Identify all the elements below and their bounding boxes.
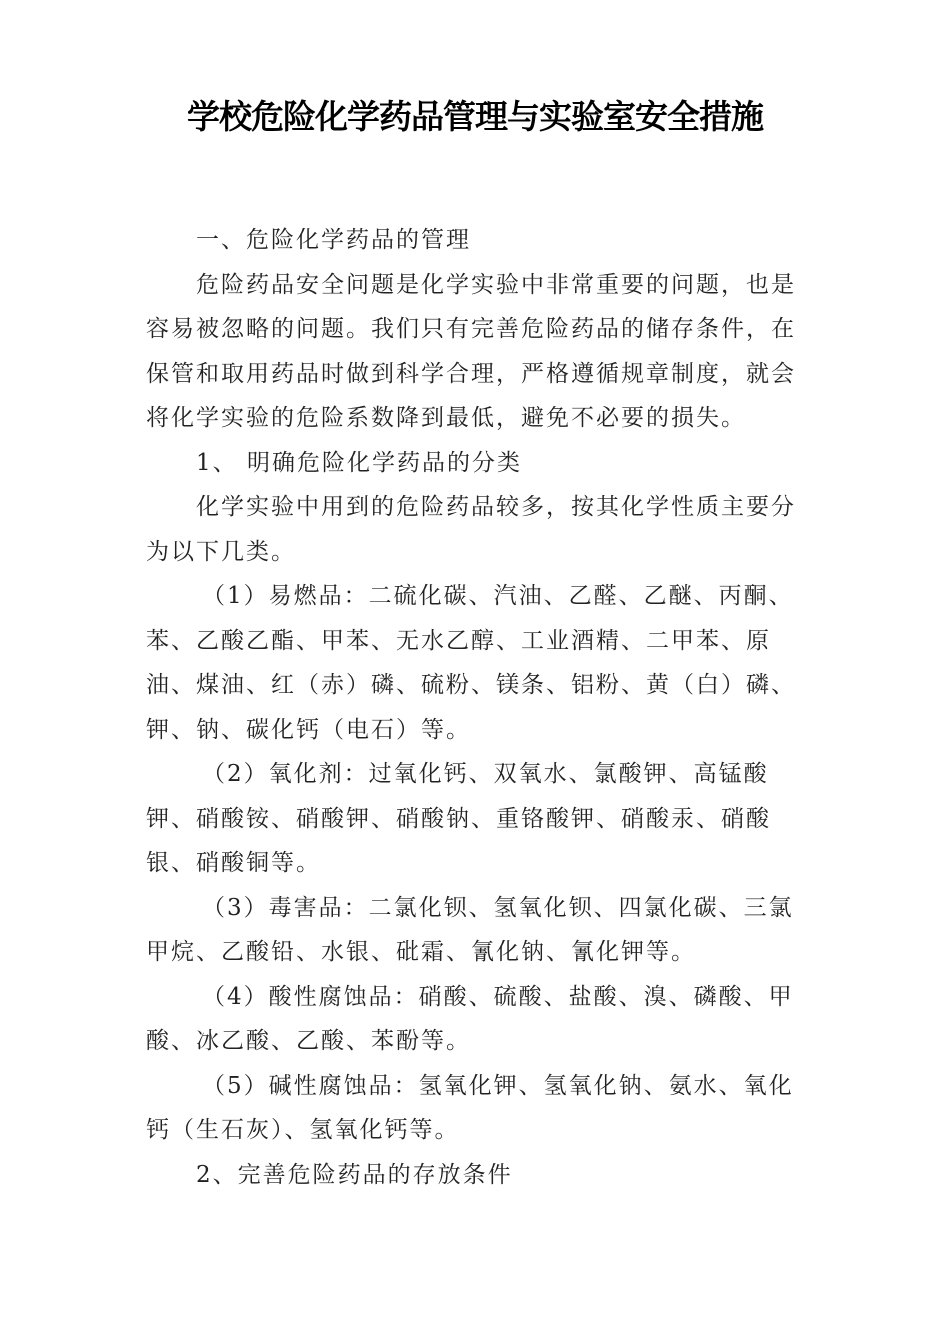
document-body (146, 218, 814, 1197)
paragraph-classification: 化学实验中用到的危险药品较多，按其化学性质主要分为以下几类。 (146, 494, 796, 565)
list-item-flammables: （1）易燃品：二硫化碳、汽油、乙醛、乙醚、丙酮、苯、乙酸乙酯、甲苯、无水乙醇、工业酒精、二甲苯、原油、煤油、红（赤）磷、硫粉、镁条、铝粉、黄（白）磷、钾、钠、碳化钙（电石）等。 (146, 583, 796, 743)
list-item-toxics: （3）毒害品：二氯化钡、氢氧化钡、四氯化碳、三氯甲烷、乙酸铅、水银、砒霜、氰化钠、氰化钾等。 (146, 894, 794, 965)
paragraph-intro: 危险药品安全问题是化学实验中非常重要的问题，也是容易被忽略的问题。我们只有完善危险药品的储存条件，在保管和取用药品时做到科学合理，严格遵循规章制度，就会将化学实验的危险系数降到最低，避免不必要的损失。 (146, 271, 796, 431)
subsection-heading-2: 2、完善危险药品的存放条件 (196, 1161, 513, 1188)
list-item-oxidizers: （2）氧化剂：过氧化钙、双氧水、氯酸钾、高锰酸钾、硝酸铵、硝酸钾、硝酸钠、重铬酸钾、硝酸汞、硝酸银、硝酸铜等。 (146, 761, 771, 876)
document-title: 学校危险化学药品管理与实验室安全措施 (187, 97, 763, 136)
section-heading-1: 一、危险化学药品的管理 (196, 227, 471, 253)
subsection-heading-1: 1、 明确危险化学药品的分类 (196, 449, 522, 476)
list-item-alkali-corrosives: （5）碱性腐蚀品：氢氧化钾、氢氧化钠、氨水、氧化钙（生石灰）、氢氧化钙等。 (146, 1072, 794, 1143)
list-item-acid-corrosives: （4）酸性腐蚀品：硝酸、硫酸、盐酸、溴、磷酸、甲酸、冰乙酸、乙酸、苯酚等。 (146, 983, 794, 1054)
